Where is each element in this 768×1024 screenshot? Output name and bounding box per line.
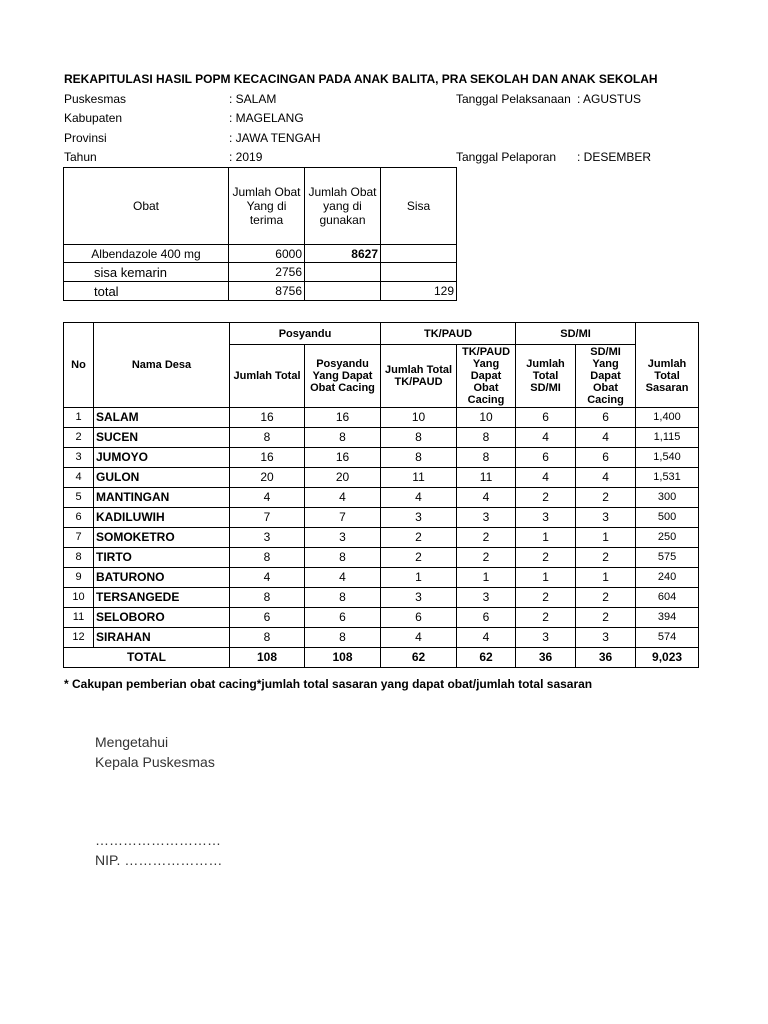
row-posyandu-obat: 16 [305,408,381,428]
row-sd-total: 3 [516,508,576,528]
row-sd-obat: 1 [576,528,636,548]
row-tk-obat: 6 [457,608,516,628]
row-tk-total: 3 [381,588,457,608]
row-posyandu-obat: 8 [305,428,381,448]
row-tk-total: 11 [381,468,457,488]
row-posyandu-obat: 8 [305,628,381,648]
sisa-kemarin-value: 2756 [229,263,305,282]
row-sd-total: 6 [516,408,576,428]
row-posyandu-total: 16 [230,448,305,468]
row-posyandu-total: 7 [230,508,305,528]
row-sd-total: 2 [516,548,576,568]
label-tanggal-pelaksanaan: Tanggal Pelaksanaan [456,92,571,106]
total-sd-total: 36 [516,648,576,668]
row-posyandu-obat: 7 [305,508,381,528]
table-row [64,408,699,428]
obat-digunakan: 8627 [305,245,381,263]
header-jumlah-diterima: Jumlah Obat Yang di terima [229,168,305,245]
row-posyandu-obat: 4 [305,488,381,508]
row-nama-desa: MANTINGAN [94,488,230,508]
row-tk-obat: 3 [457,588,516,608]
row-tk-total: 6 [381,608,457,628]
row-tk-obat: 11 [457,468,516,488]
row-tk-obat: 2 [457,548,516,568]
total-diterima: 8756 [229,282,305,301]
total-sasaran: 9,023 [636,648,699,668]
total-sisa: 129 [381,282,457,301]
row-posyandu-obat: 6 [305,608,381,628]
row-sasaran: 500 [636,508,699,528]
header-jumlah-digunakan: Jumlah Obat yang di gunakan [305,168,381,245]
table-row [64,528,699,548]
row-sd-total: 2 [516,608,576,628]
row-posyandu-obat: 20 [305,468,381,488]
row-tk-obat: 10 [457,408,516,428]
table-row [64,488,699,508]
row-posyandu-total: 8 [230,588,305,608]
row-nama-desa: SIRAHAN [94,628,230,648]
row-posyandu-total: 8 [230,548,305,568]
table-row [64,548,699,568]
sisa-kemarin-label: sisa kemarin [64,263,229,282]
row-no: 8 [64,548,94,568]
label-tahun: Tahun [64,150,97,164]
row-sd-obat: 1 [576,568,636,588]
row-sd-total: 4 [516,428,576,448]
rekap-table [63,322,699,668]
row-sd-total: 2 [516,488,576,508]
footnote: * Cakupan pemberian obat cacing*jumlah total sasaran yang dapat obat/jumlah total sasaran [64,677,593,691]
table-row [64,508,699,528]
row-nama-desa: GULON [94,468,230,488]
obat-diterima: 6000 [229,245,305,263]
row-posyandu-obat: 3 [305,528,381,548]
total-tk-total: 62 [381,648,457,668]
label-provinsi: Provinsi [64,131,107,145]
row-tk-obat: 2 [457,528,516,548]
row-nama-desa: SOMOKETRO [94,528,230,548]
row-no: 9 [64,568,94,588]
row-nama-desa: SALAM [94,408,230,428]
sign-name-line: ……………………… [95,832,221,848]
total-posyandu-obat: 108 [305,648,381,668]
row-sasaran: 1,115 [636,428,699,448]
total-label: total [64,282,229,301]
table-row [64,428,699,448]
row-nama-desa: SUCEN [94,428,230,448]
row-sasaran: 604 [636,588,699,608]
value-kabupaten: : MAGELANG [229,111,304,125]
row-no: 7 [64,528,94,548]
row-sasaran: 300 [636,488,699,508]
row-posyandu-total: 20 [230,468,305,488]
label-puskesmas: Puskesmas [64,92,127,106]
value-tahun: : 2019 [229,150,263,164]
row-sasaran: 1,540 [636,448,699,468]
row-sd-obat: 4 [576,428,636,448]
row-nama-desa: JUMOYO [94,448,230,468]
label-kabupaten: Kabupaten [64,111,123,125]
table-row [64,568,699,588]
table-row [64,628,699,648]
row-no: 5 [64,488,94,508]
obat-table [63,167,457,301]
row-nama-desa: TIRTO [94,548,230,568]
total-sd-obat: 36 [576,648,636,668]
row-tk-total: 4 [381,488,457,508]
row-tk-obat: 4 [457,628,516,648]
row-no: 12 [64,628,94,648]
header-sd-obat: SD/MI Yang Dapat Obat Cacing [576,345,636,408]
header-sasaran: Jumlah Total Sasaran [636,345,699,408]
row-posyandu-total: 8 [230,428,305,448]
row-tk-total: 3 [381,508,457,528]
header-sisa: Sisa [381,168,457,245]
header-posyandu: Posyandu [230,323,381,345]
value-provinsi: : JAWA TENGAH [229,131,321,145]
sisa-kemarin-sisa [381,263,457,282]
row-tk-obat: 4 [457,488,516,508]
row-posyandu-obat: 8 [305,548,381,568]
row-tk-total: 8 [381,428,457,448]
row-posyandu-obat: 8 [305,588,381,608]
row-sd-obat: 3 [576,628,636,648]
total-tk-obat: 62 [457,648,516,668]
row-posyandu-total: 4 [230,488,305,508]
header-obat: Obat [64,168,229,245]
row-sd-obat: 2 [576,488,636,508]
sign-nip: NIP. ………………… [95,852,223,868]
row-sasaran: 394 [636,608,699,628]
sign-mengetahui: Mengetahui [95,734,169,750]
row-no: 1 [64,408,94,428]
row-sasaran: 250 [636,528,699,548]
label-tanggal-pelaporan: Tanggal Pelaporan [456,150,557,164]
value-tanggal-pelaporan: : DESEMBER [577,150,652,164]
row-sasaran: 575 [636,548,699,568]
header-sd-total: Jumlah Total SD/MI [516,345,576,408]
report-title: REKAPITULASI HASIL POPM KECACINGAN PADA ANAK BALITA, PRA SEKOLAH DAN ANAK SEKOLAH [64,72,658,86]
row-sd-obat: 2 [576,608,636,628]
row-tk-total: 10 [381,408,457,428]
row-tk-obat: 1 [457,568,516,588]
row-no: 4 [64,468,94,488]
row-no: 3 [64,448,94,468]
table-row [64,588,699,608]
row-sasaran: 574 [636,628,699,648]
sisa-kemarin-digunakan [305,263,381,282]
total-posyandu-total: 108 [230,648,305,668]
table-row [64,448,699,468]
obat-sisa [381,245,457,263]
row-sd-obat: 6 [576,408,636,428]
header-sasaran-top [636,323,699,345]
row-tk-total: 2 [381,528,457,548]
row-sd-obat: 4 [576,468,636,488]
row-sd-total: 3 [516,628,576,648]
row-nama-desa: KADILUWIH [94,508,230,528]
row-no: 10 [64,588,94,608]
row-no: 6 [64,508,94,528]
row-tk-obat: 8 [457,448,516,468]
header-tk-total: Jumlah Total TK/PAUD [381,345,457,408]
header-tk-obat: TK/PAUD Yang Dapat Obat Cacing [457,345,516,408]
row-tk-total: 1 [381,568,457,588]
row-posyandu-obat: 16 [305,448,381,468]
header-nama-desa: Nama Desa [94,323,230,408]
row-sd-obat: 3 [576,508,636,528]
row-tk-obat: 3 [457,508,516,528]
row-nama-desa: TERSANGEDE [94,588,230,608]
header-tk-paud: TK/PAUD [381,323,516,345]
row-tk-total: 8 [381,448,457,468]
total-digunakan [305,282,381,301]
header-sd-mi: SD/MI [516,323,636,345]
row-posyandu-total: 6 [230,608,305,628]
header-no: No [64,323,94,408]
row-sd-obat: 2 [576,588,636,608]
row-tk-obat: 8 [457,428,516,448]
row-posyandu-total: 16 [230,408,305,428]
value-tanggal-pelaksanaan: : AGUSTUS [577,92,642,106]
value-puskesmas: : SALAM [229,92,277,106]
row-sasaran: 1,531 [636,468,699,488]
row-sd-total: 1 [516,528,576,548]
row-sd-total: 4 [516,468,576,488]
row-sd-obat: 2 [576,548,636,568]
header-posyandu-obat: Posyandu Yang Dapat Obat Cacing [305,345,381,408]
row-posyandu-total: 4 [230,568,305,588]
table-row [64,608,699,628]
row-nama-desa: BATURONO [94,568,230,588]
row-tk-total: 2 [381,548,457,568]
row-sasaran: 1,400 [636,408,699,428]
sign-kepala: Kepala Puskesmas [95,754,215,770]
row-posyandu-total: 3 [230,528,305,548]
row-posyandu-total: 8 [230,628,305,648]
row-sd-total: 1 [516,568,576,588]
row-sd-obat: 6 [576,448,636,468]
header-posyandu-total: Jumlah Total [230,345,305,408]
row-tk-total: 4 [381,628,457,648]
row-sd-total: 2 [516,588,576,608]
row-no: 11 [64,608,94,628]
table-row [64,468,699,488]
row-nama-desa: SELOBORO [94,608,230,628]
row-no: 2 [64,428,94,448]
total-row-label: TOTAL [64,648,230,668]
obat-name: Albendazole 400 mg [64,245,229,263]
row-posyandu-obat: 4 [305,568,381,588]
row-sasaran: 240 [636,568,699,588]
row-sd-total: 6 [516,448,576,468]
